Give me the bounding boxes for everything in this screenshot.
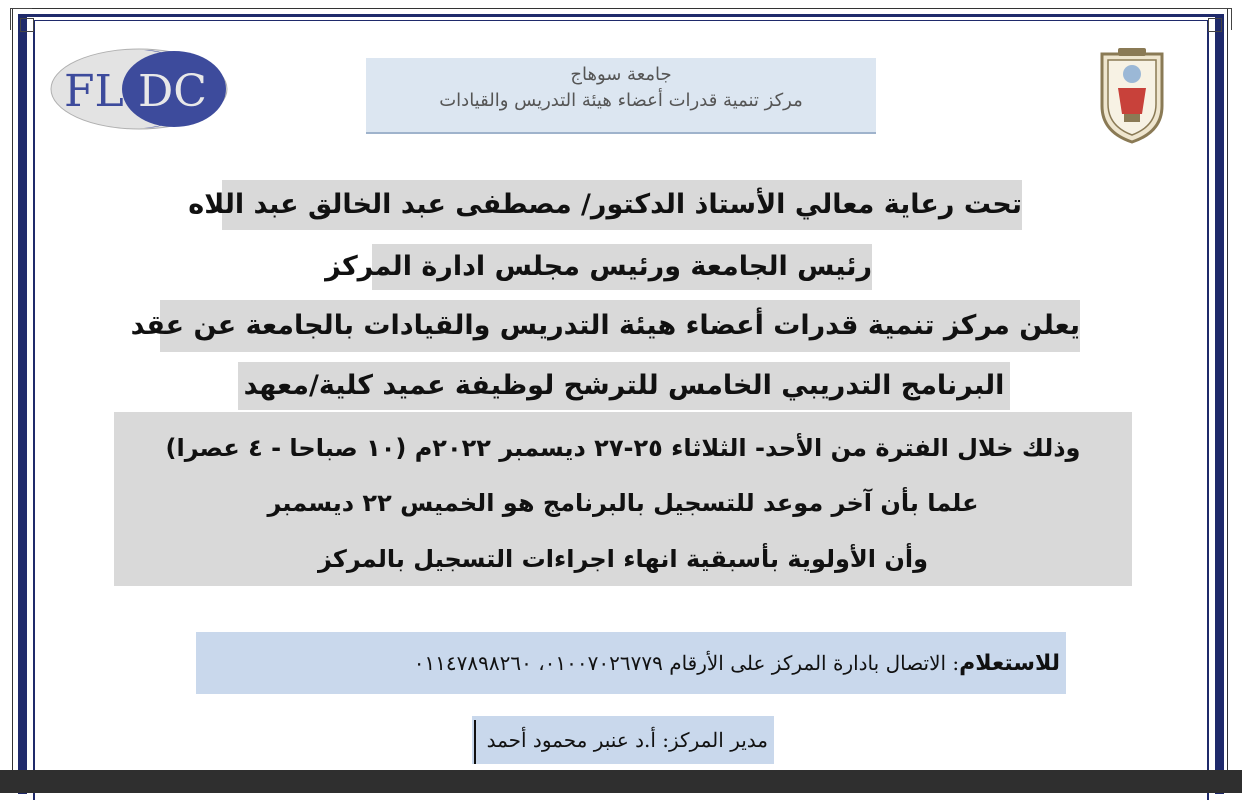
center-manager: مدير المركز: أ.د عنبر محمود أحمد [472,716,774,764]
inquiry-label: للاستعلام [959,651,1060,676]
university-header [366,58,876,134]
program-title-line: البرنامج التدريبي الخامس للترشح لوظيفة عميد كلية/معهد [238,362,1010,410]
fldc-logo [48,46,230,132]
fldc-logo-text-left: FL [64,66,124,117]
bottom-toolbar [0,770,1242,793]
president-line: رئيس الجامعة ورئيس مجلس ادارة المركز [372,244,872,290]
university-name: جامعة سوهاج [570,64,672,85]
fldc-logo-text-right: DC [138,66,207,117]
center-name: مركز تنمية قدرات أعضاء هيئة التدريس والقيادات [439,90,803,111]
priority-note-line: وأن الأولوية بأسبقية انهاء اجراءات التسجيل بالمركز [317,545,929,573]
program-dates-line: وذلك خلال الفترة من الأحد- الثلاثاء ٢٥-٢٧ ديسمبر ٢٠٢٢م (١٠ صباحا - ٤ عصرا) [165,434,1081,462]
corner-box-top-right [1208,18,1222,32]
inquiry-contact [196,632,1066,694]
university-seal-logo [1096,44,1168,144]
announcement-line: يعلن مركز تنمية قدرات أعضاء هيئة التدريس والقيادات بالجامعة عن عقد [160,300,1080,352]
registration-deadline-line: علما بأن آخر موعد للتسجيل بالبرنامج هو الخميس ٢٢ ديسمبر [267,489,979,517]
corner-box-top-left [20,18,34,32]
inquiry-text: : الاتصال بادارة المركز على الأرقام ٠١٠٠٧٠٢٦٧٧٩، ٠١١٤٧٨٩٨٢٦٠ [413,651,960,675]
text-cursor [474,720,476,764]
patronage-line: تحت رعاية معالي الأستاذ الدكتور/ مصطفى عبد الخالق عبد اللاه [222,180,1022,230]
